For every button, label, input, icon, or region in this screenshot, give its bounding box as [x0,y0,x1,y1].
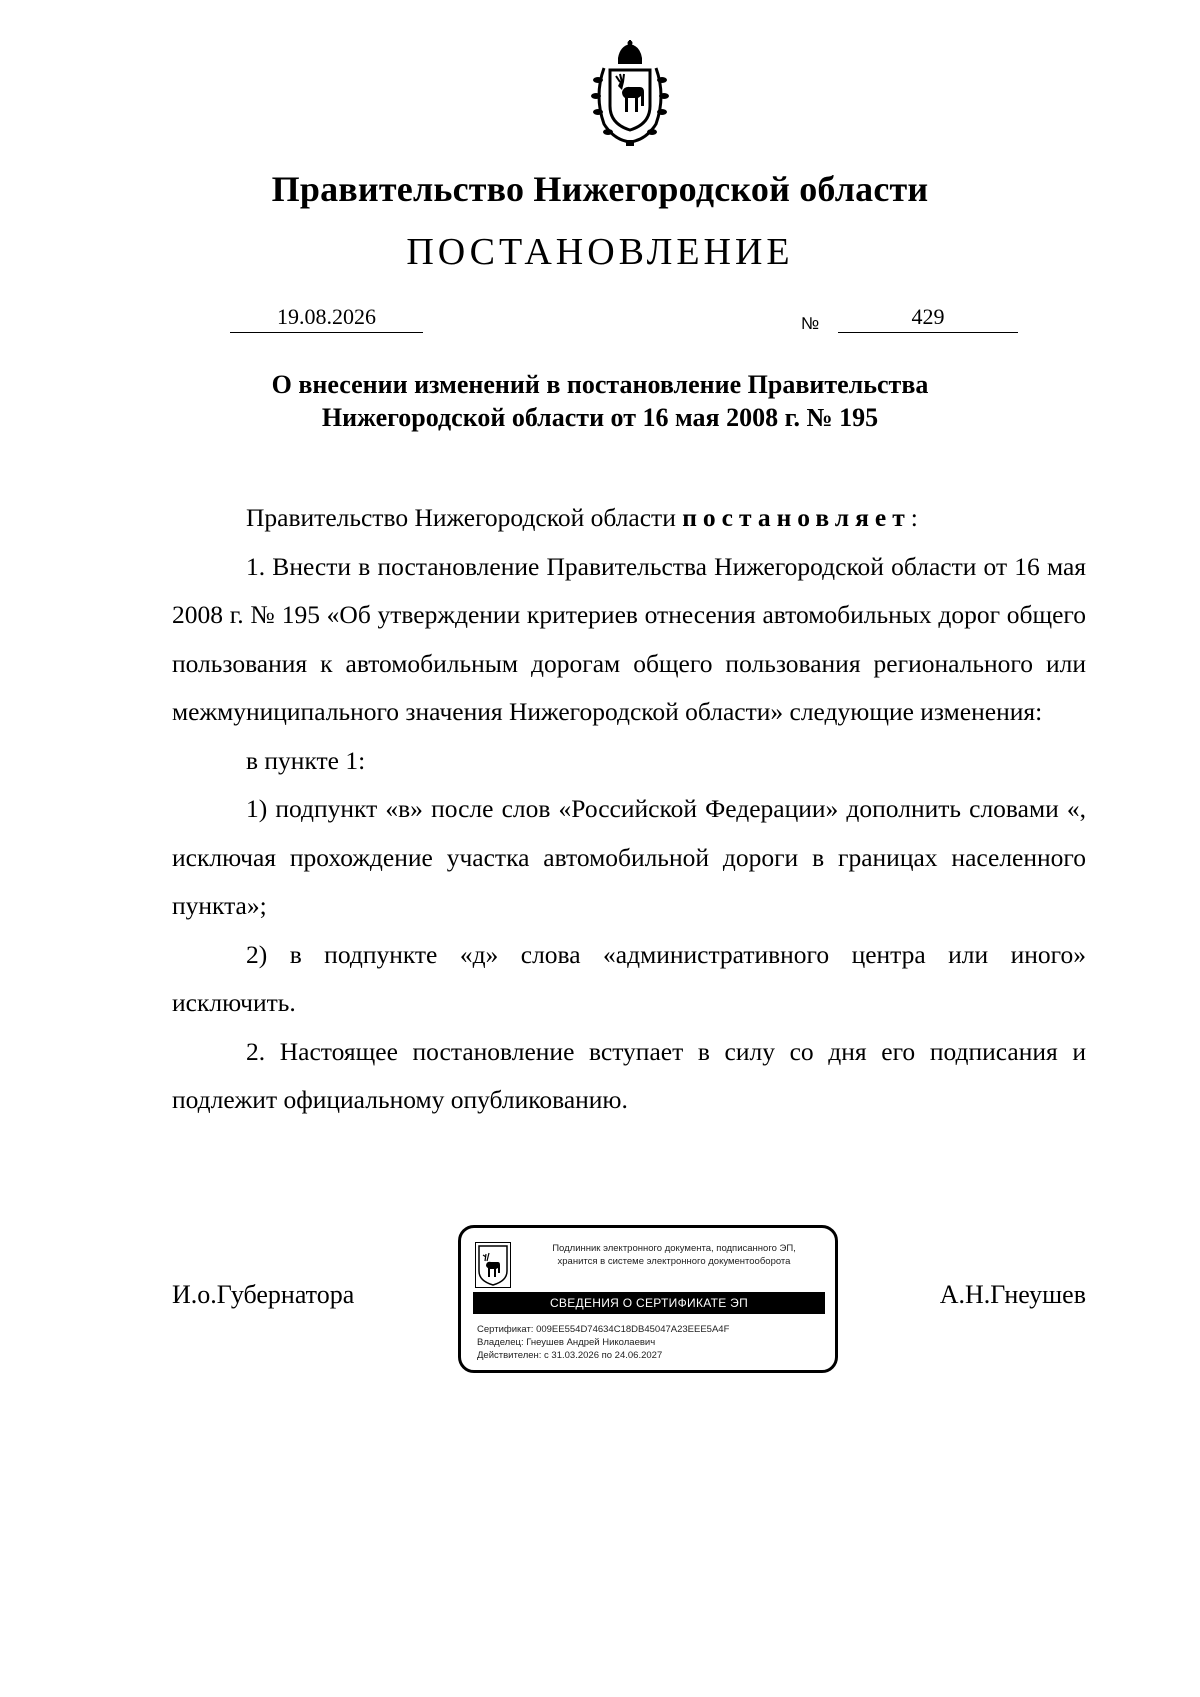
paragraph-3: 1) подпункт «в» после слов «Российской Федерации» дополнить словами «, исключая прохождение участка автомобильной дороги в границах населенного пункта»; [172,794,1086,920]
certificate-id: Сертификат: 009EE554D74634C18DB45047A23EEE5A4F [477,1324,730,1335]
number-mark: № [801,314,820,333]
subject-line-1: О внесении изменений в постановление Правительства [271,370,929,399]
paragraph-1: 1. Внести в постановление Правительства Нижегородской области от 16 мая 2008 г. № 195 «Об утверждении критериев отнесения автомобильных дорог общего пользования к автомобильным дорогам общего пользования регионального или межмуниципального значения Нижегородской области» следующие изменения: [172,551,1086,726]
document-body [172,494,1086,1125]
certificate-validity: Действителен: с 31.03.2026 по 24.06.2027 [477,1350,663,1361]
subject-line-2: Нижегородской области от 16 мая 2008 г. № 195 [321,403,879,432]
deer-emblem-icon [475,1242,511,1288]
document-date: 19.08.2026 [230,304,423,333]
e-signature-stamp [458,1225,838,1373]
stamp-note [519,1242,829,1268]
stamp-note-line-1: Подлинник электронного документа, подписанного ЭП, [552,1243,796,1254]
paragraph-5: 2. Настоящее постановление вступает в силу со дня его подписания и подлежит официальному опубликованию. [172,1036,1086,1114]
coat-of-arms-icon [574,40,686,150]
preamble-end: : [910,503,918,532]
signatory-name: А.Н.Гнеушев [939,1280,1086,1309]
certificate-owner: Владелец: Гнеушев Андрей Николаевич [477,1337,656,1348]
certificate-header: СВЕДЕНИЯ О СЕРТИФИКАТЕ ЭП [473,1292,825,1314]
signatory-position: И.о.Губернатора [172,1280,355,1309]
paragraph-2: в пункте 1: [246,745,366,775]
certificate-details [477,1323,729,1362]
preamble-verb: постановляет [682,503,911,532]
preamble [172,494,1086,543]
document-type: ПОСТАНОВЛЕНИЕ [406,231,794,273]
document-number: 429 [838,304,1018,333]
org-title: Правительство Нижегородской области [271,169,929,209]
document-subject [0,368,1200,434]
stamp-note-line-2: хранится в системе электронного документооборота [557,1256,791,1267]
paragraph-4: 2) в подпункте «д» слова «административного центра или иного» исключить. [172,939,1086,1017]
preamble-text: Правительство Нижегородской области [246,503,683,532]
